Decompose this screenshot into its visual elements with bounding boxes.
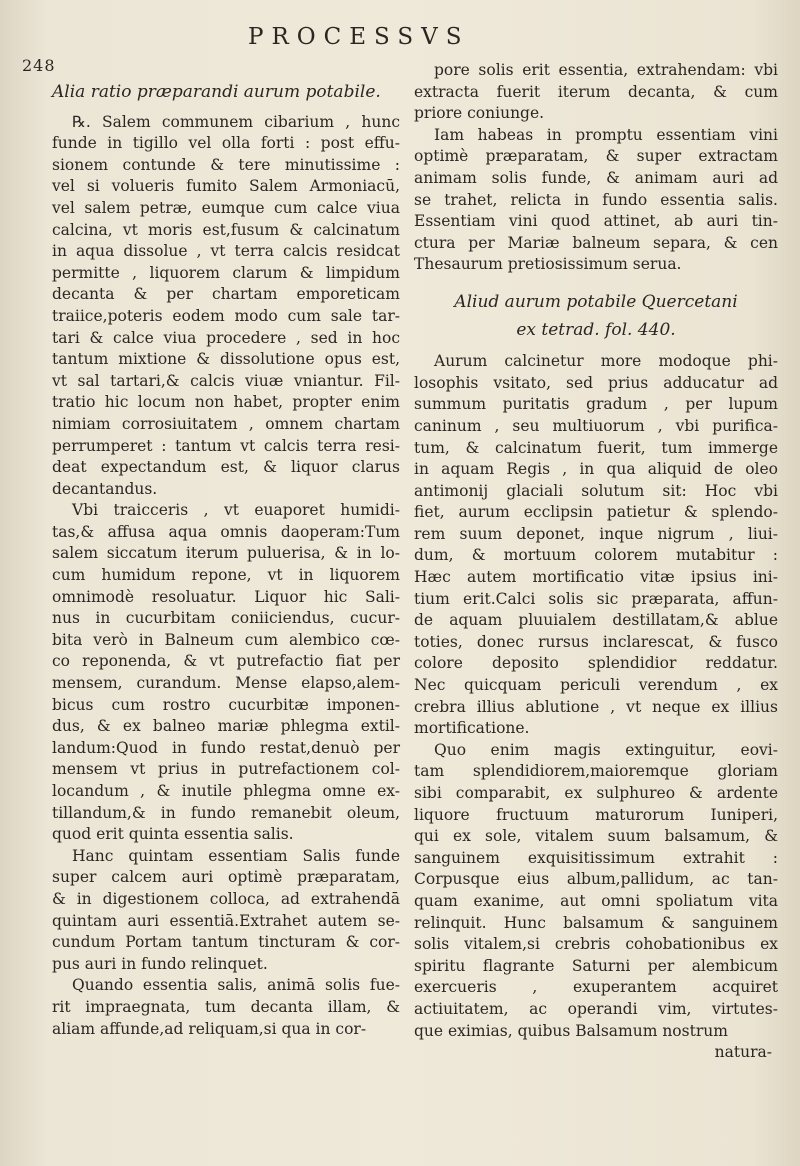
text-line: losophis vsitato, sed prius adducatur ad bbox=[414, 373, 778, 392]
text-line: Thesaurum pretiosissimum serua. bbox=[414, 255, 682, 274]
text-line: Quo enim magis extinguitur, eovi- bbox=[434, 740, 778, 759]
text-line: salem siccatum iterum puluerisa, & in lo- bbox=[52, 544, 400, 563]
catchword: natura- bbox=[714, 1043, 772, 1062]
text-line: deat expectandum est, & liquor clarus bbox=[52, 458, 400, 477]
text-line: bicus cum rostro cucurbitæ imponen- bbox=[52, 695, 400, 714]
section-heading bbox=[414, 292, 778, 341]
text-line: Hanc quintam essentiam Salis funde bbox=[72, 846, 400, 865]
text-line: permitte , liquorem clarum & limpidum bbox=[52, 263, 400, 282]
page-number: 248 bbox=[22, 56, 56, 75]
text-line: sibi comparabit, ex sulphureo & ardente bbox=[414, 784, 778, 802]
text-line: pus auri in fundo relinquet. bbox=[52, 954, 268, 973]
text-line: omnimodè resoluatur. Liquor hic Sali- bbox=[52, 587, 400, 606]
text-line: aliam affunde,ad reliquam,si qua in cor- bbox=[52, 1019, 367, 1038]
text-line: quod erit quinta essentia salis. bbox=[52, 825, 294, 844]
text-line: Nec quicquam periculi verendum , ex bbox=[414, 676, 778, 695]
text-line: tari & calce viua procedere , sed in hoc bbox=[52, 328, 400, 347]
text-line: super calcem auri optimè præparatam, bbox=[52, 868, 400, 887]
paragraph bbox=[414, 351, 778, 740]
text-line: in aquam Regis , in qua aliquid de oleo bbox=[414, 460, 778, 479]
paragraph bbox=[414, 740, 778, 1042]
text-line: actiuitatem, ac operandi vim, virtutes- bbox=[414, 999, 778, 1018]
text-line: perrumperet : tantum vt calcis terra resi- bbox=[52, 436, 400, 455]
text-line: tum, & calcinatum fuerit, tum immerge bbox=[414, 438, 778, 457]
text-line: fiet, aurum ecclipsin patietur & splendo- bbox=[414, 503, 778, 522]
text-line: exercueris , exuperantem acquiret bbox=[414, 978, 778, 997]
text-line: decantandus. bbox=[52, 479, 158, 498]
text-line: bita verò in Balneum cum alembico cœ- bbox=[52, 630, 400, 649]
text-line: toties, donec rursus inclarescat, & fusco bbox=[414, 632, 778, 651]
running-head: PROCESSVS bbox=[248, 24, 470, 50]
text-line: calcina, vt moris est,fusum & calcinatum bbox=[52, 220, 400, 239]
text-line: Iam habeas in promptu essentiam vini bbox=[434, 125, 778, 144]
right-column-top bbox=[414, 60, 778, 276]
text-line: spiritu flagrante Saturni per alembicum bbox=[414, 956, 778, 975]
text-line: nimiam corrosiuitatem , omnem chartam bbox=[52, 414, 400, 433]
section-heading: Alia ratio præparandi aurum potabile. bbox=[52, 82, 381, 102]
text-line: Essentiam vini quod attinet, ab auri tin- bbox=[414, 212, 778, 231]
text-line: tratio hic locum non habet, propter enim bbox=[52, 393, 400, 412]
text-line: tas,& affusa aqua omnis daoperam:Tum bbox=[52, 522, 400, 541]
text-line: vel si volueris fumito Salem Armoniacū, bbox=[52, 177, 400, 196]
text-line: landum:Quod in fundo restat,denuò per bbox=[52, 738, 400, 757]
text-line: sanguinem exquisitissimum extrahit : bbox=[414, 848, 778, 867]
text-line: ctura per Mariæ balneum separa, & cen bbox=[414, 233, 778, 252]
text-line: optimè præparatam, & super extractam bbox=[414, 147, 778, 166]
text-line: se trahet, relicta in fundo essentia salis. bbox=[414, 190, 778, 209]
text-line: de aquam pluuialem destillatam,& ablue bbox=[414, 611, 778, 630]
section-heading-line: Aliud aurum potabile Quercetani bbox=[454, 291, 738, 312]
text-line: nus in cucurbitam coniiciendus, cucur- bbox=[52, 609, 400, 628]
text-line: Quando essentia salis, animā solis fue- bbox=[72, 976, 400, 995]
text-line: animam solis funde, & animam auri ad bbox=[414, 168, 778, 187]
text-line: caninum , seu multiuorum , vbi purifica- bbox=[414, 416, 778, 435]
text-line: liquore fructuum maturorum Iuniperi, bbox=[414, 805, 778, 824]
left-column-body bbox=[52, 112, 400, 1041]
text-line: tantum mixtione & dissolutione opus est, bbox=[52, 350, 400, 369]
text-line: cum humidum repone, vt in liquorem bbox=[52, 566, 400, 585]
text-line: qui ex sole, vitalem suum balsamum, & bbox=[414, 827, 778, 846]
text-line: traiice,poteris eodem modo cum sale tar- bbox=[52, 306, 400, 325]
right-column bbox=[414, 60, 778, 1064]
text-line: Vbi traicceris , vt euaporet humidi- bbox=[72, 501, 400, 520]
text-line: que eximias, quibus Balsamum nostrum bbox=[414, 1021, 728, 1040]
paragraph bbox=[414, 60, 778, 125]
left-column bbox=[52, 82, 400, 1040]
text-line: locandum , & inutile phlegma omne ex- bbox=[52, 782, 400, 800]
paragraph bbox=[52, 112, 400, 501]
paragraph bbox=[52, 846, 400, 976]
text-line: quintam auri essentiā.Extrahet autem se- bbox=[52, 911, 400, 930]
paragraph bbox=[52, 500, 400, 846]
text-line: sionem contunde & tere minutissime : bbox=[52, 155, 400, 174]
section-heading-line: ex tetrad. fol. 440. bbox=[516, 319, 676, 340]
text-line: & in digestionem colloca, ad extrahendā bbox=[52, 889, 400, 908]
text-line: priore coniunge. bbox=[414, 104, 545, 123]
text-line: Aurum calcinetur more modoque phi- bbox=[434, 352, 778, 371]
text-line: tillandum,& in fundo remanebit oleum, bbox=[52, 803, 400, 822]
text-line: quam exanime, aut omni spoliatum vita bbox=[414, 891, 778, 910]
text-line: decanta & per chartam emporeticam bbox=[52, 285, 400, 304]
text-line: crebra illius ablutione , vt neque ex illius bbox=[414, 697, 778, 716]
text-line: antimonij glaciali solutum sit: Hoc vbi bbox=[414, 481, 778, 500]
spacer bbox=[414, 276, 778, 286]
text-line: co reponenda, & vt putrefactio fiat per bbox=[52, 652, 400, 671]
text-line: tam splendidiorem,maioremque gloriam bbox=[414, 762, 778, 781]
text-line: pore solis erit essentia, extrahendam: vbi bbox=[434, 61, 778, 79]
text-line: cundum Portam tantum tincturam & cor- bbox=[52, 933, 400, 952]
text-line: solis vitalem,si crebris cohobationibus ex bbox=[414, 935, 778, 954]
text-line: dus, & ex balneo mariæ phlegma extil- bbox=[52, 717, 400, 736]
text-line: tium erit.Calci solis sic præparata, affun- bbox=[414, 589, 778, 608]
text-line: mortificatione. bbox=[414, 719, 530, 738]
spacer bbox=[414, 341, 778, 351]
text-line: vel salem petræ, eumque cum calce viua bbox=[52, 198, 400, 217]
text-line: Corpusque eius album,pallidum, ac tan- bbox=[414, 870, 778, 889]
text-line: rit impraegnata, tum decanta illam, & bbox=[52, 997, 400, 1016]
paragraph bbox=[414, 125, 778, 276]
text-line: colore deposito splendidior reddatur. bbox=[414, 654, 778, 673]
text-line: funde in tigillo vel olla forti : post effu- bbox=[52, 134, 400, 153]
right-column-bottom bbox=[414, 351, 778, 1042]
text-line: ℞. Salem communem cibarium , hunc bbox=[72, 112, 400, 131]
text-line: relinquit. Hunc balsamum & sanguinem bbox=[414, 913, 778, 932]
text-line: Hæc autem mortificatio vitæ ipsius ini- bbox=[414, 568, 778, 587]
text-line: rem suum deponet, inque nigrum , liui- bbox=[414, 524, 778, 543]
text-line: extracta fuerit iterum decanta, & cum bbox=[414, 82, 778, 101]
text-line: vt sal tartari,& calcis viuæ vniantur. Fil- bbox=[52, 371, 400, 390]
text-line: summum puritatis gradum , per lupum bbox=[414, 395, 778, 414]
text-line: mensem, curandum. Mense elapso,alem- bbox=[52, 674, 400, 693]
text-line: dum, & mortuum colorem mutabitur : bbox=[414, 546, 778, 565]
text-line: mensem vt prius in putrefactionem col- bbox=[52, 760, 400, 779]
text-line: in aqua dissolue , vt terra calcis residcat bbox=[52, 242, 400, 261]
paragraph bbox=[52, 975, 400, 1040]
